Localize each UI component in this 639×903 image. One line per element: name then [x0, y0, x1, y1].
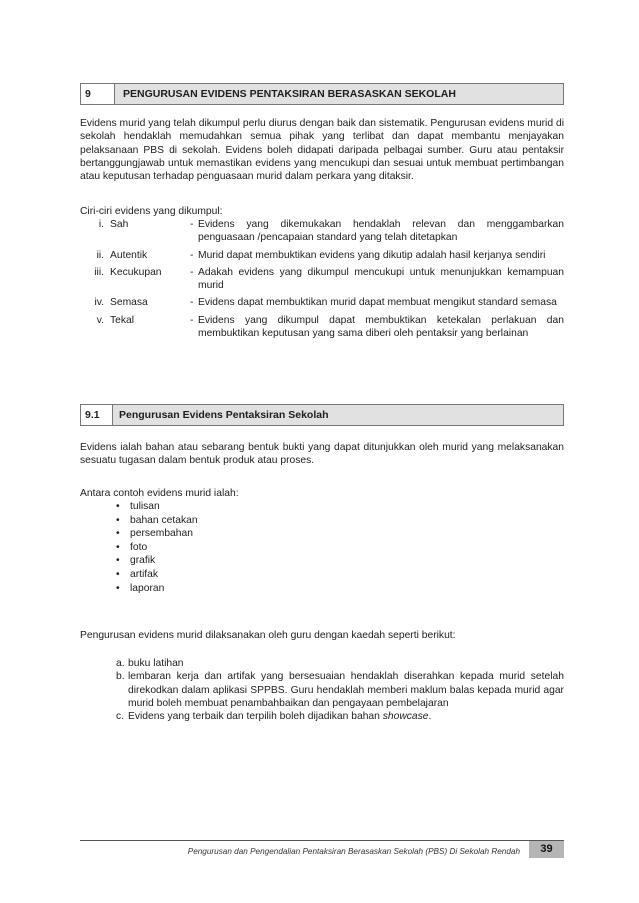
evidens-definition: Evidens ialah bahan atau sebarang bentuk bukti yang dapat ditunjukkan oleh murid yang melaksanakan sesuatu tugasan dalam bentuk produk atau proses.: [80, 442, 564, 467]
list-item: [116, 670, 564, 710]
list-item-text-main: Evidens yang terbaik dan terpilih boleh dijadikan bahan: [128, 711, 383, 723]
ciri-description: Murid dapat membuktikan evidens yang dikutip adalah hasil kerjanya sendiri: [198, 249, 546, 261]
kaedah-list: [116, 657, 564, 723]
ciri-list: [80, 218, 564, 344]
list-item: [116, 657, 564, 670]
section-9-1-header: [80, 404, 564, 426]
contoh-list: [116, 500, 198, 595]
list-item-label: tulisan: [130, 501, 160, 512]
ciri-numeral: iv.: [94, 297, 104, 309]
intro-paragraph: Evidens murid yang telah dikumpul perlu diurus dengan baik dan sistematik. Pengurusan evidens murid di sekolah hendaklah memudahkan semua pihak yang terlibat dan dapat membantu menjayakan pelaksanaan PBS di sekolah. Evidens boleh didapati daripada pelbagai sumber. Guru atau pentaksir bertanggungjawab untuk memastikan evidens yang mencukupi dan sesuai untuk membuat pertimbangan atau keputusan terhadap penguasaan murid dalam perkara yang ditaksir.: [80, 118, 564, 183]
list-item-label: grafik: [130, 555, 156, 567]
list-item-label: persembahan: [130, 528, 193, 540]
ciri-dash: -: [190, 266, 194, 278]
list-item: [116, 710, 564, 723]
ciri-dash: -: [190, 249, 194, 261]
bullet-icon: •: [116, 501, 120, 512]
list-letter: a.: [116, 658, 125, 669]
ciri-numeral: ii.: [96, 249, 104, 261]
ciri-numeral: v.: [96, 314, 104, 326]
list-letter: c.: [116, 711, 125, 723]
ciri-description: Adakah evidens yang dikumpul mencukupi untuk menunjukkan kemampuan murid: [198, 266, 564, 292]
ciri-item: [80, 249, 564, 262]
list-item: [116, 582, 198, 596]
section-9-header: [80, 83, 564, 105]
ciri-numeral: i.: [98, 219, 104, 230]
list-item-text-end: .: [428, 711, 432, 723]
list-item-text: buku latihan: [128, 658, 184, 669]
list-item-text: [128, 710, 564, 723]
list-item: [116, 500, 198, 514]
list-item: [116, 554, 198, 568]
ciri-item: [80, 314, 564, 341]
bullet-icon: •: [116, 555, 120, 567]
section-number: 9.1: [81, 405, 113, 425]
ciri-item: [80, 296, 564, 309]
ciri-dash: -: [190, 314, 194, 326]
bullet-icon: •: [116, 582, 120, 594]
ciri-item: [80, 218, 564, 245]
showcase-term: showcase: [382, 711, 429, 723]
ciri-description: Evidens dapat membuktikan murid dapat membuat mengikut standard semasa: [198, 297, 557, 309]
page-number: 39: [529, 841, 564, 858]
ciri-heading: Ciri-ciri evidens yang dikumpul:: [80, 206, 223, 217]
bullet-icon: •: [116, 514, 120, 526]
ciri-dash: -: [190, 219, 194, 230]
kaedah-heading: Pengurusan evidens murid dilaksanakan oleh guru dengan kaedah seperti berikut:: [80, 630, 456, 641]
list-item: [116, 514, 198, 528]
ciri-name: Sah: [110, 219, 129, 230]
ciri-name: Tekal: [110, 314, 135, 326]
ciri-description: Evidens yang dikemukakan hendaklah relevan dan menggambarkan penguasaan /pencapaian standard yang telah ditetapkan: [198, 219, 564, 244]
ciri-item: [80, 266, 564, 293]
list-item-label: artifak: [130, 568, 159, 580]
bullet-icon: •: [116, 568, 120, 580]
bullet-icon: •: [116, 528, 120, 540]
list-item: [116, 527, 198, 541]
section-number: 9: [81, 84, 115, 104]
list-item: [116, 541, 198, 555]
contoh-heading: Antara contoh evidens murid ialah:: [80, 488, 239, 499]
list-item-text: lembaran kerja dan artifak yang bersesuaian hendaklah diserahkan kepada murid setelah direkodkan dalam aplikasi SPPBS. Guru hendaklah memberi maklum balas kepada murid agar murid boleh membuat penambahbaikan dan pengayaan pembelajaran: [128, 671, 564, 709]
section-title: Pengurusan Evidens Pentaksiran Sekolah: [113, 405, 563, 425]
footer-title: Pengurusan dan Pengendalian Pentaksiran Berasaskan Sekolah (PBS) Di Sekolah Rendah: [187, 847, 520, 856]
ciri-name: Semasa: [110, 297, 148, 309]
list-item-label: bahan cetakan: [130, 514, 198, 526]
footer-divider: [80, 840, 564, 841]
bullet-icon: •: [116, 541, 120, 553]
list-item: [116, 568, 198, 582]
ciri-numeral: iii.: [94, 266, 104, 278]
section-title: PENGURUSAN EVIDENS PENTAKSIRAN BERASASKAN SEKOLAH: [115, 84, 563, 104]
ciri-dash: -: [190, 297, 194, 309]
list-letter: b.: [116, 671, 125, 683]
ciri-name: Kecukupan: [110, 266, 162, 278]
ciri-description: Evidens yang dikumpul dapat membuktikan ketekalan perlakuan dan membuktikan keputusan yang sama diberi oleh pentaksir yang berlainan: [198, 314, 564, 340]
list-item-label: laporan: [130, 582, 165, 594]
ciri-name: Autentik: [110, 249, 148, 261]
list-item-label: foto: [130, 541, 148, 553]
